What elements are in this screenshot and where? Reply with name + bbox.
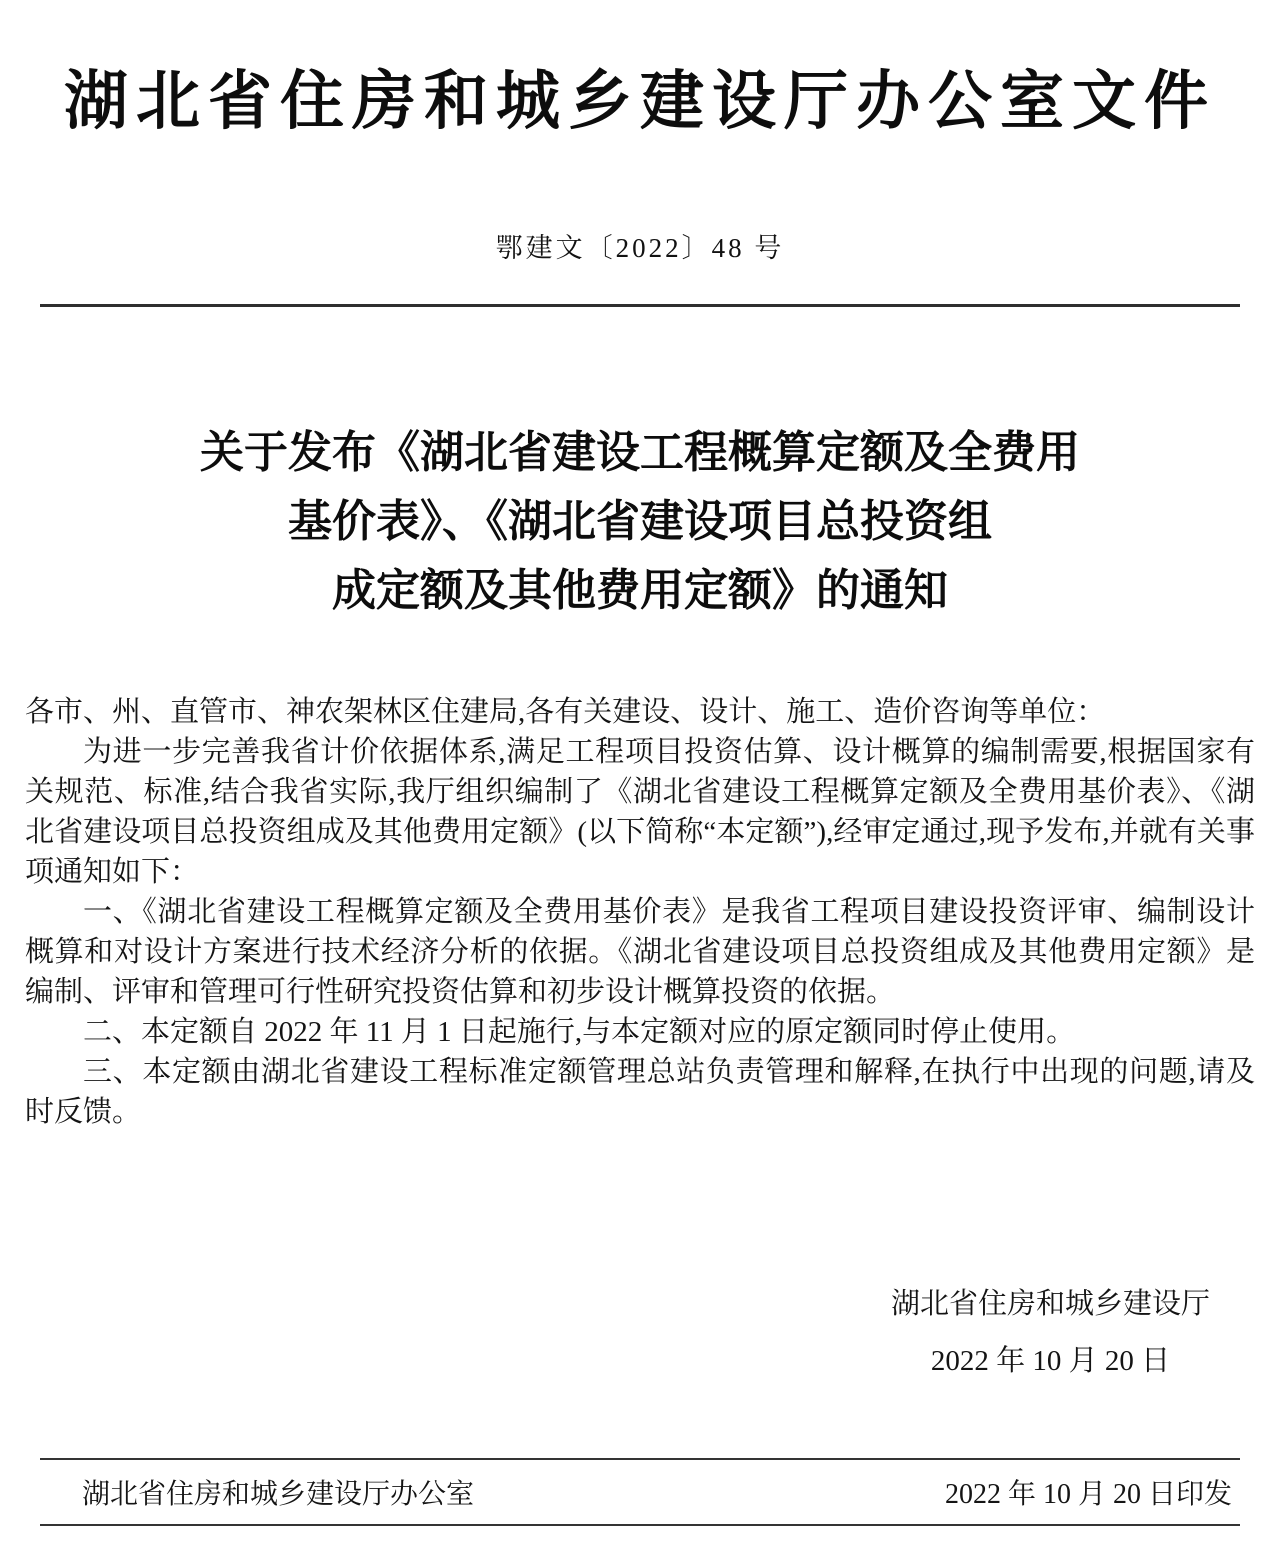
document-body	[25, 692, 1255, 1132]
footer-print-date: 2022 年 10 月 20 日印发	[944, 1479, 1232, 1510]
signature-block	[891, 1276, 1210, 1390]
body-paragraph-item-2: 二、本定额自 2022 年 11 月 1 日起施行,与本定额对应的原定额同时停止使用。	[83, 1016, 1076, 1048]
header-divider-rule	[40, 304, 1240, 307]
body-paragraph-item-1: 一、《湖北省建设工程概算定额及全费用基价表》是我省工程项目建设投资评审、编制设计概算和对设计方案进行技术经济分析的依据。《湖北省建设项目总投资组成及其他费用定额》是编制、评审和管理可行性研究投资估算和初步设计概算投资的依据。	[25, 896, 1255, 1008]
footer-rule-bottom	[40, 1524, 1240, 1526]
signature-date: 2022 年 10 月 20 日	[930, 1345, 1171, 1377]
signature-organization: 湖北省住房和城乡建设厅	[890, 1288, 1210, 1320]
issuing-office-masthead: 湖北省住房和城乡建设厅办公室文件	[64, 66, 1216, 137]
notice-title-line-1: 关于发布《湖北省建设工程概算定额及全费用	[200, 428, 1080, 477]
notice-title-line-2: 基价表》、《湖北省建设项目总投资组	[288, 497, 992, 546]
salutation-line: 各市、州、直管市、神农架林区住建局,各有关建设、设计、施工、造价咨询等单位：	[25, 696, 1106, 728]
notice-title	[0, 418, 1280, 625]
footer-row	[40, 1460, 1240, 1524]
document-number: 鄂建文〔2022〕48 号	[495, 233, 785, 263]
notice-title-line-3: 成定额及其他费用定额》的通知	[332, 566, 948, 615]
body-paragraph-item-3: 三、本定额由湖北省建设工程标准定额管理总站负责管理和解释,在执行中出现的问题,请及时反馈。	[25, 1056, 1255, 1128]
footer-imprint	[40, 1458, 1240, 1526]
body-paragraph-intro: 为进一步完善我省计价依据体系,满足工程项目投资估算、设计概算的编制需要,根据国家有关规范、标准,结合我省实际,我厅组织编制了《湖北省建设工程概算定额及全费用基价表》、《湖北省建设项目总投资组成及其他费用定额》(以下简称“本定额”),经审定通过,现予发布,并就有关事项通知如下：	[25, 736, 1255, 888]
footer-issuing-office: 湖北省住房和城乡建设厅办公室	[82, 1479, 475, 1510]
